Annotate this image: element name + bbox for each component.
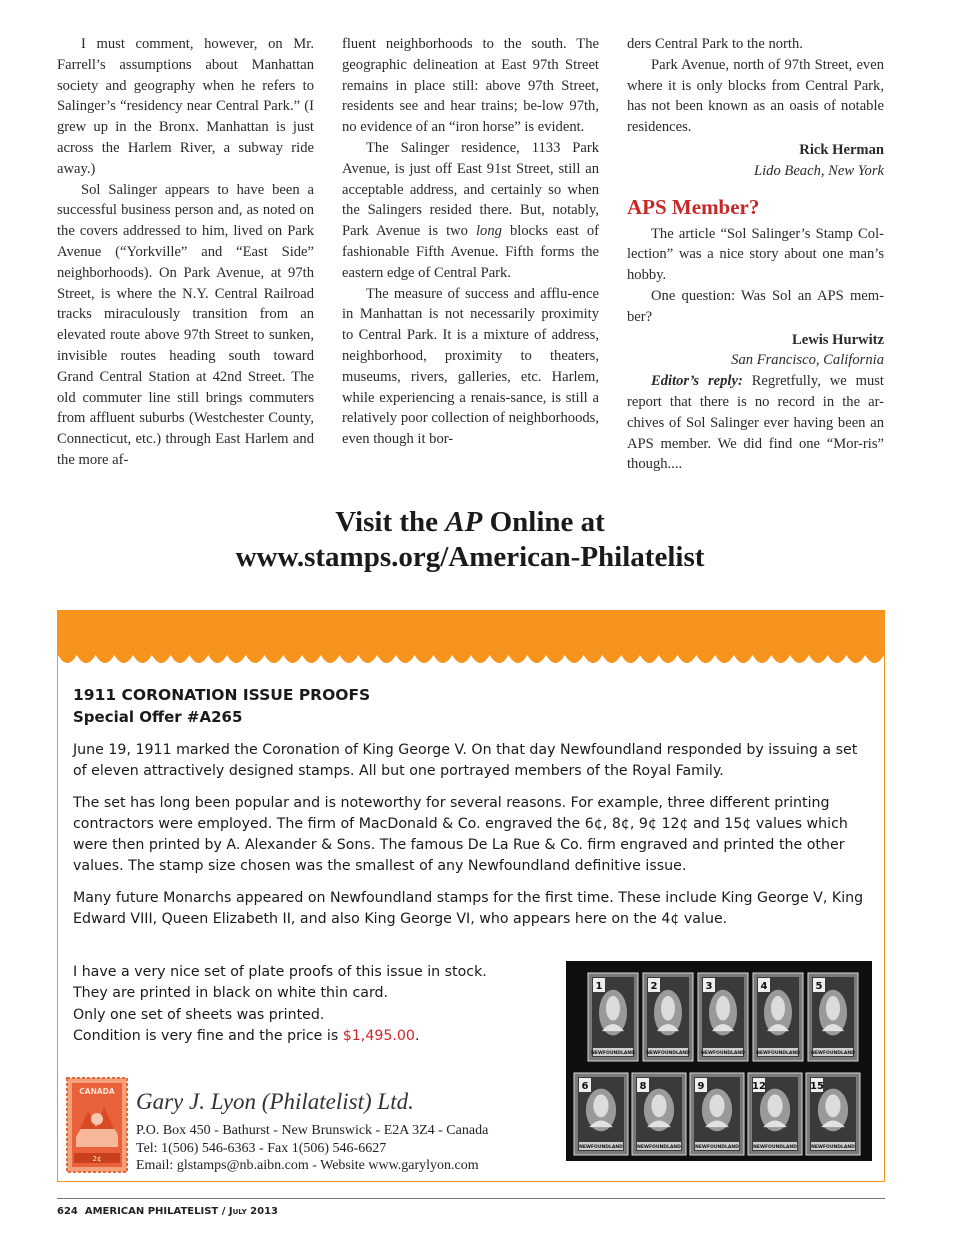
visit-suffix: Online at [482,506,605,538]
letter-paragraph: Park Avenue, north of 97th Street, even where it is only blocks from Central Park, has not been known as an oasis of notable residences. [627,56,884,136]
magazine-name: AMERICAN PHILATELIST / [84,1206,229,1217]
letters-column-1 [57,34,314,471]
section-heading: APS Member? [627,194,760,219]
ad-title: 1911 CORONATION ISSUE PROOFS [73,686,371,704]
visit-url-link[interactable]: www.stamps.org/American-Philatelist [235,541,705,573]
letter-paragraph: Sol Salinger appears to have been a successful business person and, as noted on the covers addressed to him, lived on Park Avenue (“Yorkville” and “East Side” neighborhoods). On Park Avenue, at 97th Street, is where the N.Y. Central Railroad tracks miraculously transition from an elevated route above 97th Street to sunken, invisible routes heading south toward Grand Central Station at 42nd Street. The old commuter line still brings commuters from affluent suburbs (Westchester County, Connecticut, etc.) through East Harlem and the more af- [57,181,314,468]
visit-em: AP [445,506,483,538]
stamp-label: NEWFOUNDLAND [811,1051,855,1056]
stamp-proof [698,973,748,1061]
ad-line: They are printed in black on white thin card. [73,985,389,1002]
reply-label: Editor’s reply: [651,373,743,390]
letter-text: blocks east of fashionable Fifth Avenue. Fifth forms the eastern edge of Central Park. [342,223,599,281]
logo-value: 2¢ [92,1155,102,1163]
stamp-proof [632,1073,686,1155]
letter-paragraph: fluent neighborhoods to the south. The geographic delineation at East 97th Street remains in place still: above 97th Street, residents see and hear trains; be-low 97th, no evidence of an “iron horse” is evident. [342,36,599,136]
stamp-numeral: 4 [760,981,768,992]
stamp-proof [806,1073,860,1155]
stamp-label: NEWFOUNDLAND [637,1145,681,1150]
ad-orange-banner [58,611,884,655]
stamp-proof [643,973,693,1061]
signature-name: Lewis Hurwitz [791,331,884,348]
letters-column-3 [627,34,884,475]
company-contact [136,1122,488,1175]
stamp-numeral: 9 [697,1081,705,1092]
scallop-border [58,655,884,673]
stamp-label: NEWFOUNDLAND [753,1145,797,1150]
stamp-proof [748,1073,802,1155]
stamp-proof [588,973,638,1061]
ad-line-text: Condition is very fine and the price is [73,1028,343,1045]
advertisement [57,610,885,1182]
letter-emphasis: long [476,223,502,240]
stamp-proof [753,973,803,1061]
company-address: P.O. Box 450 - Bathurst - New Brunswick - E2A 3Z4 - Canada [136,1123,489,1138]
stamp-label: NEWFOUNDLAND [695,1145,739,1150]
editor-reply [627,371,884,475]
ad-line-text: . [414,1028,420,1045]
company-name: Gary J. Lyon (Philatelist) Ltd. [136,1089,414,1114]
stamp-label: NEWFOUNDLAND [591,1051,635,1056]
signature-location: San Francisco, California [731,352,884,369]
ad-offer-lines [73,962,553,1048]
visit-line [0,505,940,540]
letter-paragraph [342,138,599,284]
stamp-numeral: 6 [581,1081,589,1092]
logo-country: CANADA [79,1087,115,1096]
letter-paragraph: I must comment, however, on Mr. Farrell’s assumptions about Manhattan society and geography when he refers to Salinger’s “residency near Central Park.” (I grew up in the Bronx. Manhattan is just across the Harlem River, a subway ride away.) [57,36,314,177]
stamp-numeral: 5 [815,981,823,992]
stamp-label: NEWFOUNDLAND [701,1051,745,1056]
company-email[interactable]: Email: glstamps@nb.aibn.com - Website www.garylyon.com [136,1158,479,1173]
visit-prefix: Visit the [335,506,446,538]
page-footer [57,1206,278,1217]
stamp-proof [690,1073,744,1155]
stamp-numeral: 1 [595,981,603,992]
stamp-label: NEWFOUNDLAND [579,1145,623,1150]
stamp-label: NEWFOUNDLAND [811,1145,855,1150]
footer-rule [57,1198,885,1199]
signature-name: Rick Herman [799,141,884,158]
signature-location: Lido Beach, New York [754,162,884,179]
letter-paragraph: The article “Sol Salinger’s Stamp Col-lection” was a nice story about one man’s hobby. [627,225,884,284]
scallop-shape [58,655,884,663]
stamp-numeral: 2 [650,981,658,992]
stamp-proof [574,1073,628,1155]
letter-paragraph: ders Central Park to the north. [627,36,803,52]
ad-line: I have a very nice set of plate proofs of this issue in stock. [73,964,487,980]
ad-line: Only one set of sheets was printed. [73,1006,325,1023]
letter-paragraph: One question: Was Sol an APS mem-ber? [627,287,884,325]
letter-text: The Salinger residence, 1133 Park Avenue, is just off East 91st Street, still an acceptable address, and certainly so when the Salingers resided there. But, notably, Park Avenue is two [342,139,599,240]
stamp-proof [808,973,858,1061]
ad-paragraph: The set has long been popular and is noteworthy for several reasons. For example, three different printing contractors were employed. The firm of MacDonald & Co. engraved the 6¢, 8¢, 9¢ 12¢ and 15¢ values which were then printed by A. Alexander & Sons. The famous De La Rue & Co. firm engraved and printed the other values. The stamp size chosen was the smallest of any Newfoundland definitive issue. [73,794,848,875]
company-block [66,1077,536,1177]
stamp-proofs-image [566,961,872,1161]
ad-paragraph: Many future Monarchs appeared on Newfoundland stamps for the first time. These include King George V, King Edward VIII, Queen Elizabeth II, and also King George VI, who appears here on the 4¢ value. [73,889,864,928]
page-number: 624 [57,1206,78,1217]
stamp-numeral: 15 [810,1081,824,1092]
ad-line [73,1026,553,1047]
reply-text: Regretfully, we must report that there is no record in the ar-chives of Sol Salinger ever having been an APS member. We did find one “Mor-ris” though.... [627,373,884,473]
canada-stamp-logo [66,1077,128,1173]
stamp-numeral: 12 [752,1081,766,1092]
ad-subtitle: Special Offer #A265 [73,708,243,726]
stamp-numeral: 3 [705,981,713,992]
ad-paragraph: June 19, 1911 marked the Coronation of King George V. On that day Newfoundland responded by issuing a set of eleven attractively designed stamps. All but one portrayed members of the Royal Family. [73,742,858,780]
stamp-label: NEWFOUNDLAND [646,1051,690,1056]
stamp-numeral: 8 [639,1081,647,1092]
visit-banner [0,505,940,575]
company-phone: Tel: 1(506) 546-6363 - Fax 1(506) 546-6627 [136,1140,387,1156]
ad-body [73,685,873,930]
issue-date: July 2013 [228,1206,279,1217]
stamp-label: NEWFOUNDLAND [756,1051,800,1056]
letters-column-2 [342,34,599,450]
letter-paragraph: The measure of success and afflu-ence in Manhattan is not necessarily proximity to Central Park. It is a mixture of address, neighborhood, proximity to theaters, museums, rivers, galleries, etc. Harlem, while experiencing a renais-sance, is still a relatively poor collection of neighborhoods, even though it bor- [342,285,599,448]
price: $1,495.00 [342,1028,415,1045]
